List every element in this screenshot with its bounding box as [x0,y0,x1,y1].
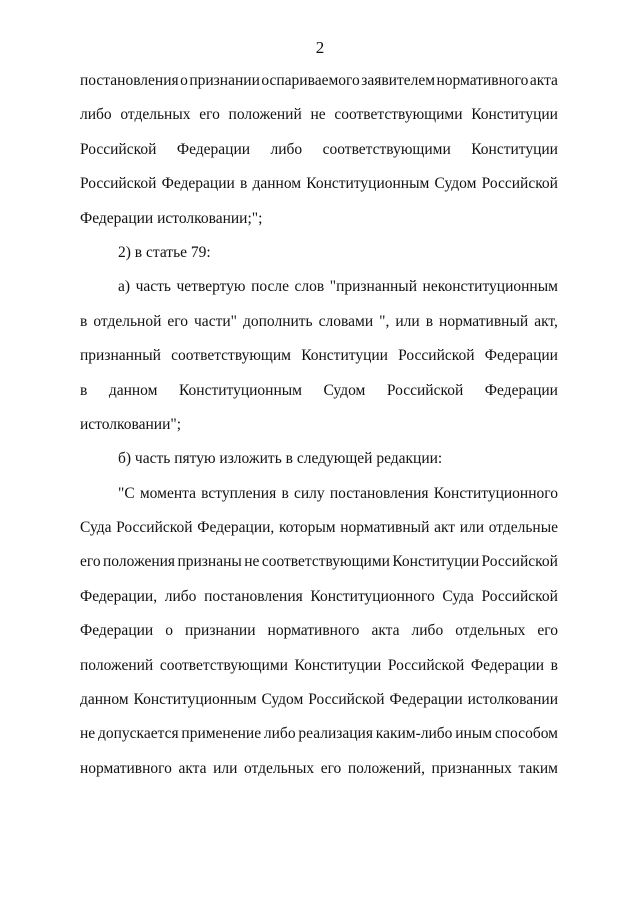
word: либо [411,622,444,640]
word: акт, [534,312,558,330]
word: части" [194,312,237,330]
word: постановления [329,484,429,502]
word: признанный [80,347,161,365]
text-line: Федерации истолковании;"; [80,209,263,227]
word: данном [80,691,129,709]
word: Федерации, [197,519,275,537]
word: его [80,553,101,571]
text-line [80,339,558,373]
word: применение [181,725,262,743]
word: либо [270,140,303,158]
word: в [425,312,434,330]
word: оспариваемого [261,72,360,89]
word: соответствующими [261,553,390,571]
word: признанных [431,759,512,777]
word: Конституции [294,656,382,674]
word: его [167,312,188,330]
word: не [310,106,326,124]
word: Федерации [389,691,463,709]
word: нормативный [340,519,430,537]
word: иным [455,725,493,743]
word: истолковании [467,691,558,709]
word: Суда [80,519,112,537]
word: словами [318,312,374,330]
word: Федерации [176,140,251,158]
word: его [199,106,220,124]
word: его [320,759,342,777]
word: либо [263,725,296,743]
word: Конституционного [433,484,558,502]
word: или [395,312,420,330]
word: отдельных [120,106,191,124]
word: в [239,175,248,193]
text-line [80,752,558,786]
word: каким-либо [375,725,453,743]
word: Судом [261,691,304,709]
word: которым [278,519,336,537]
word: Федерации [470,656,545,674]
word: "признанный [329,278,418,296]
word: Федерации, [80,587,158,605]
word: ", [379,312,390,330]
word: Конституции [471,140,558,158]
word: соответствующими [159,656,288,674]
word: нормативного [80,759,172,777]
text-line [80,167,558,201]
word: Федерации [484,381,558,399]
word: постановления [204,587,303,605]
word: Конституции [301,347,388,365]
word: Федерации [161,175,235,193]
word: "С [118,484,135,502]
word: его [537,622,558,640]
word: отдельные [488,519,558,537]
word: отдельных [455,622,526,640]
word: признаны [177,553,242,571]
word: акта [178,759,207,777]
text-line [80,683,558,717]
word: не [244,553,260,571]
word: о [180,72,188,89]
word: либо [80,106,112,124]
word: после [251,278,289,296]
word: соответствующими [322,140,451,158]
word: четвертую [176,278,246,296]
word: признании [184,622,256,640]
page-number: 2 [315,38,325,57]
word: или [213,759,238,777]
text-line: 2) в статье 79: [118,243,211,261]
word: Российской [481,553,558,571]
word: акт [434,519,456,537]
word: неконституционным [422,278,558,296]
word: заявителем [361,72,436,89]
text-line [80,580,558,614]
word: нормативного [267,622,360,640]
word: Российской [481,587,558,605]
word: Конституции [392,553,480,571]
word: или [459,519,485,537]
text-line [80,133,558,167]
word: нормативного [436,72,529,89]
word: реализация [298,725,373,743]
word: Судом [434,175,477,193]
word: положения [103,553,176,571]
word: таким [518,759,558,777]
word: данном [108,381,158,399]
word: Российской [398,347,475,365]
text-line: б) часть пятую изложить в следующей редакции: [118,450,443,468]
word: признании [189,72,260,89]
word: не [80,725,96,743]
text-line [80,374,558,408]
word: Российской [80,140,157,158]
word: отдельных [243,759,315,777]
word: Российской [308,691,385,709]
word: способом [494,725,558,743]
text-line [80,545,558,579]
text-line [80,614,558,648]
word: часть [135,278,171,296]
word: Российской [80,175,157,193]
document-body [80,64,558,786]
word: момента [139,484,196,502]
word: Конституционным [178,381,302,399]
word: соответствующими [334,106,463,124]
word: Федерации [80,622,154,640]
word: Российской [116,519,193,537]
word: Российской [386,381,464,399]
text-line [80,64,558,98]
word: дополнить [242,312,313,330]
word: либо [164,587,197,605]
word: в [281,484,289,502]
word: в [550,656,558,674]
text-line [80,649,558,683]
word: положений [228,106,302,124]
word: отдельной [93,312,162,330]
word: данном [252,175,302,193]
word: о [165,622,173,640]
text-line [80,511,558,545]
word: Судом [323,381,366,399]
word: Федерации [484,347,558,365]
word: Конституционным [306,175,430,193]
text-line [80,305,558,339]
word: Российской [387,656,465,674]
word: постановления [80,72,179,89]
word: в [80,312,88,330]
word: в [80,381,88,399]
word: силу [293,484,325,502]
word: Российской [481,175,558,193]
text-line [80,477,558,511]
text-line [80,270,558,304]
word: вступления [201,484,277,502]
word: Конституции [471,106,558,124]
word: соответствующим [171,347,291,365]
word: слов [294,278,325,296]
text-line: истолковании"; [80,415,182,433]
word: нормативный [439,312,529,330]
word: положений, [347,759,425,777]
word: акта [529,72,558,89]
word: Суда [442,587,474,605]
text-line [80,717,558,751]
word: Конституционным [133,691,257,709]
text-line [80,98,558,132]
word: положений [80,656,154,674]
word: допускается [98,725,179,743]
word: акта [371,622,400,640]
word: а) [118,278,131,296]
word: Конституционного [310,587,435,605]
